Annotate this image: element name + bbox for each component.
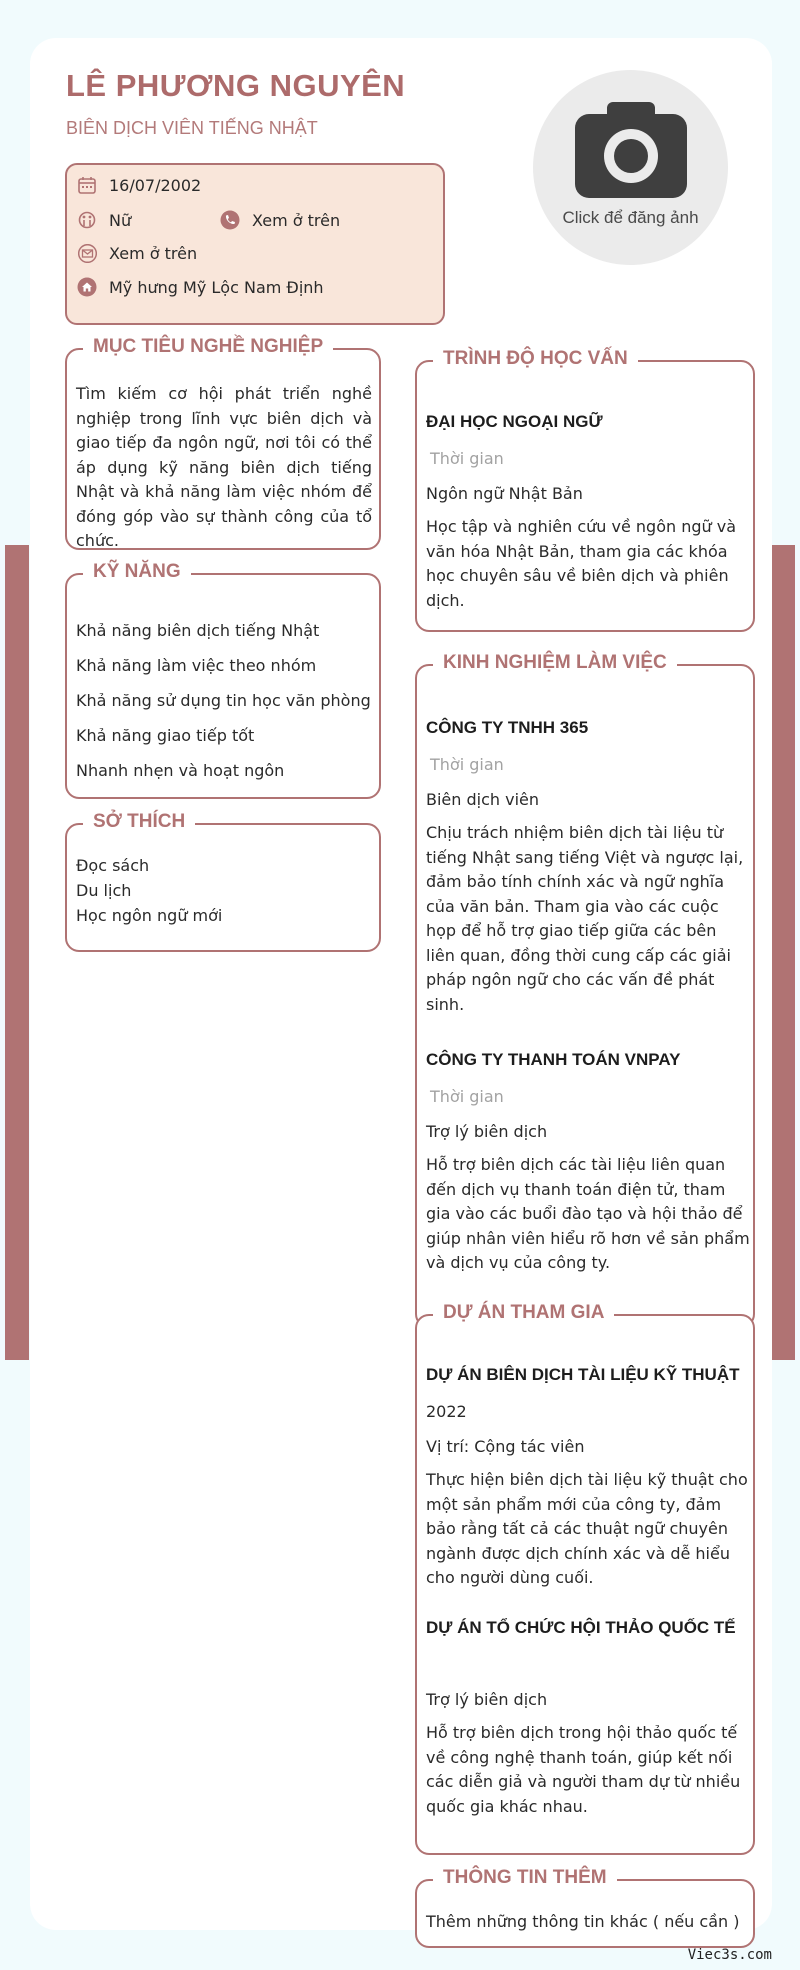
projects-section [415,1302,755,1855]
address-value: Mỹ hưng Mỹ Lộc Nam Định [109,277,324,297]
objective-text: Tìm kiếm cơ hội phát triển nghề nghiệp trong lĩnh vực biên dịch và giao tiếp đa ngôn ngữ, nơi tôi có thể áp dụng kỹ năng biên dịch tiếng Nhật và khả năng làm việc nhóm để đóng góp vào sự thành công của tổ chức. [76,384,372,550]
hobbies-section [65,811,381,952]
photo-upload-label: Click để đăng ảnh [562,208,699,227]
left-accent-bar [5,545,29,1360]
experience-time: Thời gian [430,1087,504,1106]
right-accent-bar [771,545,795,1360]
skills-section [65,561,381,799]
hobby-item: Học ngôn ngữ mới [76,906,223,925]
cv-page [30,38,772,1930]
experience-description: Hỗ trợ biên dịch các tài liệu liên quan đến dịch vụ thanh toán điện tử, tham gia vào các buổi đào tạo và hội thảo để giúp nhân viên hiểu rõ hơn về sản phẩm và dịch vụ của công ty. [426,1155,750,1272]
additional-info-title: THÔNG TIN THÊM [433,1867,617,1889]
project-role: Trợ lý biên dịch [426,1690,548,1709]
skill-item: Khả năng làm việc theo nhóm [76,656,317,675]
project-year: 2022 [426,1402,467,1421]
phone-value: Xem ở trên [252,210,341,230]
project-description: Hỗ trợ biên dịch trong hội thảo quốc tế về công nghệ thanh toán, giúp kết nối các diễn giả và người tham dự từ nhiều quốc gia khác nhau. [426,1723,741,1816]
camera-icon [573,100,689,200]
experience-title: KINH NGHIỆM LÀM VIỆC [433,652,677,674]
gender-icon [77,210,97,230]
skill-item: Khả năng sử dụng tin học văn phòng [76,691,371,710]
contact-gender [77,210,131,230]
home-icon [77,277,97,297]
skills-title: KỸ NĂNG [83,561,191,583]
calendar-icon [77,175,97,195]
email-icon [77,243,97,263]
experience-company: CÔNG TY THANH TOÁN VNPAY [426,1050,681,1069]
experience-company: CÔNG TY TNHH 365 [426,718,589,737]
school-name: ĐẠI HỌC NGOẠI NGỮ [426,412,603,431]
education-description: Học tập và nghiên cứu về ngôn ngữ và văn hóa Nhật Bản, tham gia các khóa học chuyên sâu về biên dịch và phiên dịch. [426,517,737,610]
education-major: Ngôn ngữ Nhật Bản [426,484,583,503]
objective-section [65,336,381,550]
candidate-name: LÊ PHƯƠNG NGUYÊN [66,68,406,103]
contact-address [77,277,324,297]
education-title: TRÌNH ĐỘ HỌC VẤN [433,348,638,370]
projects-title: DỰ ÁN THAM GIA [433,1302,614,1324]
contact-info-box [65,163,445,325]
additional-info-section [415,1867,755,1948]
footer-brand: Viec3s.com [687,1947,772,1963]
contact-email [77,243,197,263]
gender-value: Nữ [109,210,132,230]
project-description: Thực hiện biên dịch tài liệu kỹ thuật cho một sản phẩm mới của công ty, đảm bảo rằng tất cả các thuật ngữ chuyên ngành được dịch chính xác và dễ hiểu cho người dùng cuối. [426,1470,748,1587]
objective-title: MỤC TIÊU NGHỀ NGHIỆP [83,336,333,358]
phone-icon [220,210,240,230]
experience-position: Trợ lý biên dịch [426,1122,548,1141]
dob-value: 16/07/2002 [109,175,202,195]
experience-section [415,652,755,1328]
skill-item: Nhanh nhẹn và hoạt ngôn [76,761,285,780]
project-role: Vị trí: Cộng tác viên [426,1437,585,1456]
additional-info-text: Thêm những thông tin khác ( nếu cần ) [426,1912,740,1931]
experience-description: Chịu trách nhiệm biên dịch tài liệu từ tiếng Nhật sang tiếng Việt và ngược lại, đảm bảo tính chính xác và ngữ nghĩa của văn bản. Tham gia vào các cuộc họp để hỗ trợ giao tiếp giữa các bên liên quan, đồng thời cung cấp các giải pháp ngôn ngữ cho các vấn đề phát sinh. [426,823,744,1014]
contact-phone [220,210,340,230]
photo-upload[interactable] [533,70,728,265]
education-section [415,348,755,632]
hobbies-title: SỞ THÍCH [83,811,195,833]
job-title: BIÊN DỊCH VIÊN TIẾNG NHẬT [66,118,318,138]
project-name: DỰ ÁN TỔ CHỨC HỘI THẢO QUỐC TẾ [426,1618,736,1637]
hobby-item: Du lịch [76,881,132,900]
project-name: DỰ ÁN BIÊN DỊCH TÀI LIỆU KỸ THUẬT [426,1365,740,1384]
experience-position: Biên dịch viên [426,790,540,809]
skill-item: Khả năng giao tiếp tốt [76,726,255,745]
experience-time: Thời gian [430,755,504,774]
education-time: Thời gian [430,449,504,468]
email-value: Xem ở trên [109,243,198,263]
contact-dob [77,175,201,195]
hobby-item: Đọc sách [76,856,150,875]
skill-item: Khả năng biên dịch tiếng Nhật [76,621,320,640]
